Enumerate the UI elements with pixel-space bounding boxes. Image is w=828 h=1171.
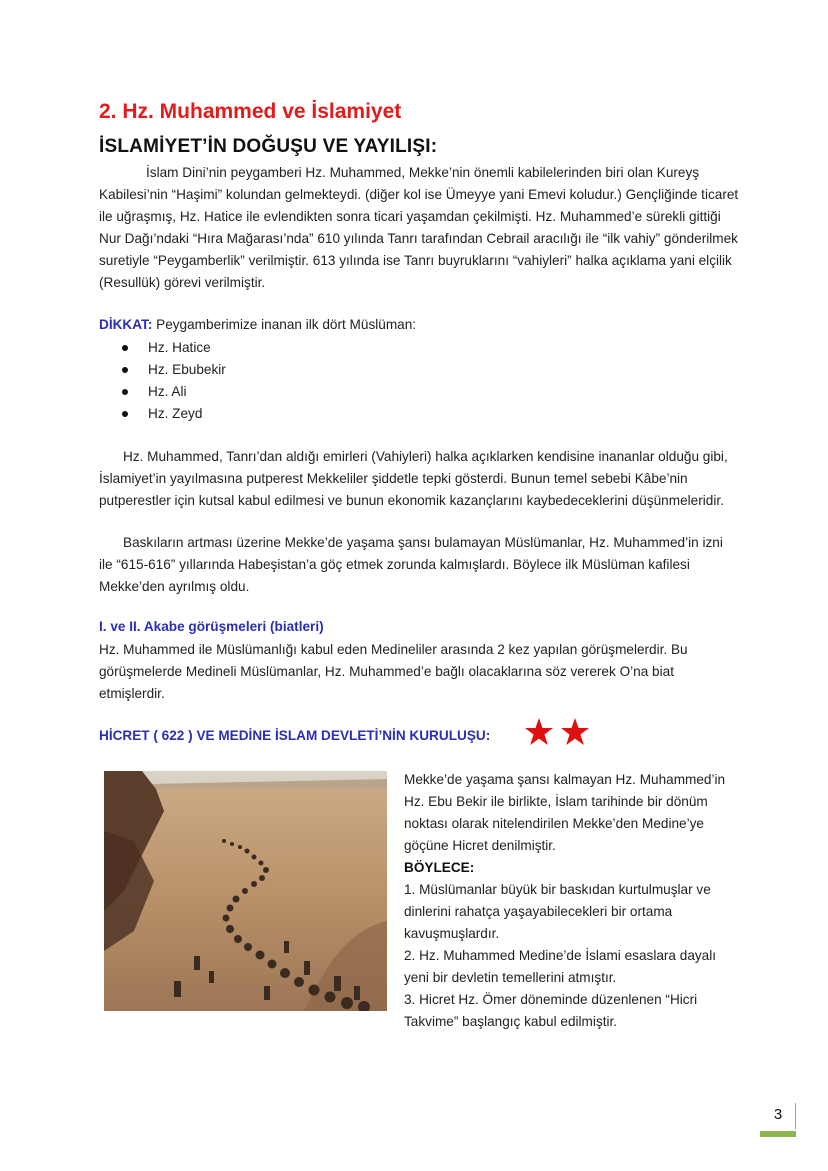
boylece-label: BÖYLECE:	[404, 860, 475, 875]
star-icon	[561, 718, 589, 745]
first-muslims-list	[120, 337, 226, 425]
boylece-item: 1. Müslümanlar büyük bir baskıdan kurtulmuşlar ve dinlerini rahatça yaşayabilecekleri bir ortama kavuşmuşlardır.	[404, 882, 711, 941]
list-item: Hz. Hatice	[120, 337, 226, 359]
list-item: Hz. Zeyd	[120, 403, 226, 425]
paragraph-migration: Baskıların artması üzerine Mekke’de yaşama şansı bulamayan Müslümanlar, Hz. Muhammed’in izni ile “615-616” yıllarında Habeşistan’a göç etmek zorunda kalmışlardı. Böylece ilk Müslüman kafilesi Mekke’den ayrılmış oldu.	[99, 535, 723, 594]
caravan-desert-photo	[104, 771, 387, 1011]
section-heading: 2. Hz. Muhammed ve İslamiyet	[99, 100, 402, 123]
hicret-description	[404, 769, 734, 1033]
stars-decoration	[525, 716, 595, 750]
dikkat-label: DİKKAT:	[99, 317, 153, 332]
list-item: Hz. Ebubekir	[120, 359, 226, 381]
list-item: Hz. Ali	[120, 381, 226, 403]
boylece-item: 2. Hz. Muhammed Medine’de İslami esaslara dayalı yeni bir devletin temellerini atmıştır.	[404, 948, 717, 985]
bullet-icon	[122, 345, 128, 351]
section-subheading: İSLAMİYET’İN DOĞUŞU VE YAYILIŞI:	[99, 136, 438, 157]
dikkat-line	[99, 314, 739, 336]
hicret-heading: HİCRET ( 622 ) VE MEDİNE İSLAM DEVLETİ’NİN KURULUŞU:	[99, 728, 491, 743]
page-number-underline	[760, 1131, 796, 1137]
page-number: 3	[773, 1106, 783, 1123]
hicret-text: Mekke’de yaşama şansı kalmayan Hz. Muhammed’in Hz. Ebu Bekir ile birlikte, İslam tarihinde bir dönüm noktası olarak nitelendirilen Mekke’den Medine’ye göçüne Hicret denilmiştir.	[404, 772, 726, 853]
bullet-icon	[122, 389, 128, 395]
intro-paragraph: İslam Dini’nin peygamberi Hz. Muhammed, Mekke’nin önemli kabilelerinden biri olan Kureyş Kabilesi’nin “Haşimi” kolundan gelmekteydi. (diğer kol ise Ümeyye yani Emevi koludur.) Gençliğinde ticaret ile uğraşmış, Hz. Hatice ile evlendikten sonra ticari yaşamdan çekilmişti. Hz. Muhammed’e sürekli gittiği Nur Dağı’ndaki “Hıra Mağarası’nda” 610 yılında Tanrı tarafından Cebrail aracılığı ile “ilk vahiy” gönderilmek suretiyle “Peygamberlik” verilmiştir. 613 yılında ise Tanrı buyruklarını “vahiyleri” halka açıklama yani elçilik (Resullük) görevi verilmiştir.	[99, 165, 739, 290]
akabe-paragraph: Hz. Muhammed ile Müslümanlığı kabul eden Medineliler arasında 2 kez yapılan görüşmelerdir. Bu görüşmelerde Medineli Müslümanlar, Hz. Muhammed’e bağlı olacaklarına söz vererek O’na biat etmişlerdir.	[99, 642, 688, 701]
bullet-icon	[122, 367, 128, 373]
akabe-heading: I. ve II. Akabe görüşmeleri (biatleri)	[99, 619, 324, 634]
bullet-icon	[122, 411, 128, 417]
dikkat-text: Peygamberimize inanan ilk dört Müslüman:	[152, 317, 417, 332]
star-icon	[525, 718, 553, 745]
boylece-item: 3. Hicret Hz. Ömer döneminde düzenlenen “Hicri Takvime” başlangıç kabul edilmiştir.	[404, 992, 698, 1029]
paragraph-reaction: Hz. Muhammed, Tanrı’dan aldığı emirleri (Vahiyleri) halka açıklarken kendisine inananlar olduğu gibi, İslamiyet’in yayılmasına putperest Mekkeliler şiddetle tepki gösterdi. Bunun temel sebebi Kâbe’nin putperestler için kutsal kabul edilmesi ve bunun ekonomik kazançlarını kaybedeceklerini düşünmeleridir.	[99, 449, 728, 508]
